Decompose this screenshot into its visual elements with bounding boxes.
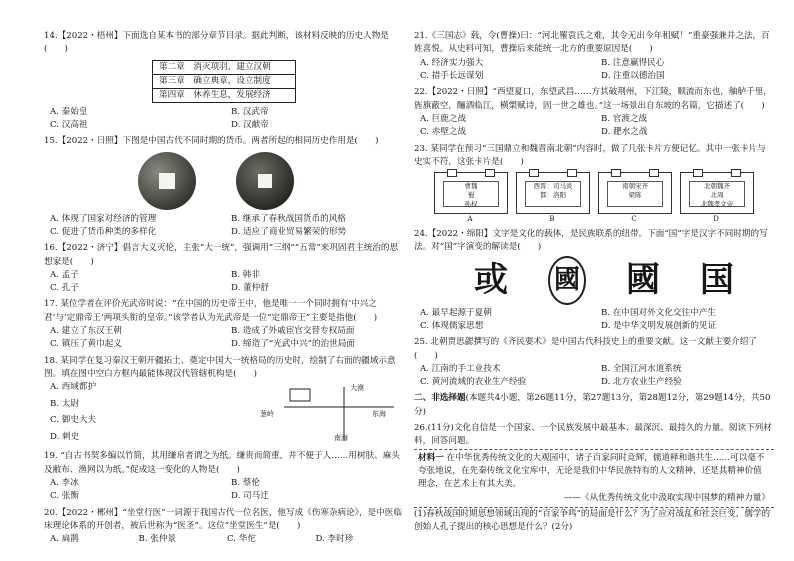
option-b[interactable]: B. 全国江河水道系统 xyxy=(601,363,682,374)
option-a[interactable]: A. 最早起源于夏朝 xyxy=(420,307,492,318)
option-d[interactable]: D. 适应了商业贸易繁荣的形势 xyxy=(231,226,347,237)
option-c[interactable]: C. 赤壁之战 xyxy=(420,127,467,138)
question-stem: 20.【2022・郴州】“坐堂行医”一词源于我国古代一位名医，他写成《伤寒杂病论》，是中医临床理论体系的开创者，被后世称为“医圣”。这位“坐堂医生”是( ) xyxy=(44,507,402,531)
card-line: 都：洛阳 xyxy=(540,191,566,200)
question-16 xyxy=(44,242,404,295)
question-stem: 21.《三国志》载，令(曹操)曰：“河北罹袁氏之难，其令无出今年租赋！”重豪强兼并之法，百姓喜悦。从史料可知，曹操后来能统一北方的重要原因是( ) xyxy=(414,31,770,55)
question-23 xyxy=(414,143,774,225)
option-a[interactable]: A. 经济实力强大 xyxy=(420,57,484,68)
card-line: 曹魏 xyxy=(464,182,478,191)
option-d[interactable]: D. 刺史 xyxy=(50,431,80,442)
question-stem: 22.【2022・日照】“西望夏口，东望武昌……方其破荆州，下江陵，顺流而东也，舳舻千里，旌旗蔽空，酾酒临江，横槊赋诗，固一世之雄也。”这一场景出自东坡的名篇，它描述了( ) xyxy=(414,87,772,111)
options xyxy=(44,325,404,352)
card-line: 西晋：司马炎 xyxy=(533,182,573,191)
option-d[interactable]: D. 董仲舒 xyxy=(231,283,269,294)
option-b[interactable]: B. 造成了外戚宦官交替专权局面 xyxy=(231,326,355,337)
option-a[interactable]: A. 西域都护 xyxy=(50,382,97,393)
option-d[interactable]: D. 缔造了“光武中兴”的治世局面 xyxy=(231,339,355,350)
right-column xyxy=(414,30,774,538)
sub-question-1: (1)春秋战国时期思想领域出现的“百家争鸣”的局面是什么？为了应对战乱和社会巨变，儒学的创始人孔子提出的核心思想是什么？(2分) xyxy=(414,508,771,533)
question-17 xyxy=(44,298,404,351)
card-line: 南朝宋齐 xyxy=(622,182,648,191)
option-a[interactable]: A. 孟子 xyxy=(50,269,79,280)
option-d[interactable]: D. 淝水之战 xyxy=(601,127,648,138)
territory-diagram xyxy=(254,383,404,445)
option-c[interactable]: C. 御史大夫 xyxy=(50,415,97,426)
question-18 xyxy=(44,355,404,448)
option-d[interactable]: D. 司马迁 xyxy=(231,491,269,502)
option-d[interactable]: D. 北方农业生产经验 xyxy=(601,377,682,388)
left-column xyxy=(44,30,404,550)
card-option-d[interactable] xyxy=(680,172,754,225)
option-a[interactable]: A. 秦始皇 xyxy=(50,106,88,117)
question-stem: 26.(11分)文化自信是一个国家、一个民族发展中最基本、最深沉、最持久的力量。阅读下列材料，回答问题。 xyxy=(414,423,772,447)
options xyxy=(44,213,404,240)
wu-zhu-coin-image xyxy=(236,152,294,210)
guo-character-forms xyxy=(454,255,754,307)
options xyxy=(414,57,774,84)
question-stem: 25. 北朝贾思勰撰写的《齐民要术》是中国古代科技史上的重要文献。这一文献主要介绍了( ) xyxy=(414,337,757,361)
option-b[interactable]: B. 注意赢得民心 xyxy=(601,57,665,68)
option-d[interactable]: D. 李时珍 xyxy=(315,534,354,545)
question-stem: 17. 某位学者在评价光武帝时说：“在中国的历史帝王中，他是唯一一个同时拥有‘中兴之君’与‘定鼎帝王’两项头衔的皇帝。”该学者认为光武帝是一位“定鼎帝王”主要是指他( ) xyxy=(44,299,378,323)
option-a[interactable]: A. 建立了东汉王朝 xyxy=(50,326,122,337)
section-title: 二、非选择题 xyxy=(414,393,466,404)
ban-liang-coin-image xyxy=(138,152,196,210)
label-north: 大漠 xyxy=(350,384,364,393)
option-c[interactable]: C. 张衡 xyxy=(50,491,79,502)
option-c[interactable]: C. 体现儒家思想 xyxy=(420,320,484,331)
option-a[interactable]: A. 江南的手工业技术 xyxy=(420,363,501,374)
option-b[interactable]: B. 继承了春秋战国货币的风格 xyxy=(231,213,346,224)
question-stem: 24.【2022・绵阳】文字是文化的载体，是民族联系的纽带。下面“国”字是汉字不同时期的写法。对“国”字演变的解读是( ) xyxy=(414,228,768,253)
question-14 xyxy=(44,30,404,132)
material-text: 在中华优秀传统文化的大观园中，诸子百家同时竞辉，儒道释和谐共生……可以毫不夸张地说，在先秦传统文化宝库中，无论是我们中华民族特有的人文精神，还是其精神价值理念，在艺术上有其大美。 xyxy=(418,452,765,490)
card-label: D xyxy=(713,215,719,224)
option-b[interactable]: B. 汉武帝 xyxy=(231,106,269,117)
toc-row: 第三章 确立典章，设立制度 xyxy=(153,75,295,89)
options xyxy=(44,533,404,546)
glyph-seal-form: 國 xyxy=(548,256,586,304)
option-c[interactable]: C. 措手长远谋划 xyxy=(420,70,484,81)
material-source: ——《从优秀传统文化中汲取实现中国梦的精神力量》 xyxy=(563,492,770,503)
label-west: 葱岭 xyxy=(260,410,274,419)
option-c[interactable]: C. 孔子 xyxy=(50,283,79,294)
option-a[interactable]: A. 巨鹿之战 xyxy=(420,113,467,124)
option-d[interactable]: D. 汉献帝 xyxy=(231,119,269,130)
question-stem: 14.【2022・梧州】下面选自某本书的部分章节目录。据此判断，该材料反映的历史人物是( ) xyxy=(44,31,389,55)
label-south: 南海 xyxy=(334,434,348,443)
question-stem: 16.【2022・济宁】倡言大义灭伦，主张“大一统”，强调用“三纲”“五常”来巩固君主统治的思想家是( ) xyxy=(44,243,399,267)
option-b[interactable]: B. 官渡之战 xyxy=(601,113,648,124)
study-cards xyxy=(434,172,774,225)
question-stem: 15.【2022・日照】下图是中国古代不同时期的货币。两者所起的相同历史作用是( ) xyxy=(44,136,379,147)
card-line: 梁陈 xyxy=(628,191,642,200)
glyph-simplified-form: 国 xyxy=(699,260,734,301)
card-line: 孙权 xyxy=(464,200,478,209)
option-c[interactable]: C. 镇压了黄巾起义 xyxy=(50,339,122,350)
question-19 xyxy=(44,450,404,503)
option-c[interactable]: C. 华佗 xyxy=(227,534,256,545)
card-option-c[interactable] xyxy=(598,172,672,225)
toc-row: 第二章 消灭项羽，建立汉朝 xyxy=(153,61,295,75)
table-of-contents xyxy=(152,60,296,103)
option-b[interactable]: B. 韩非 xyxy=(231,269,260,280)
option-b[interactable]: B. 蔡伦 xyxy=(231,477,260,488)
question-stem: 18. 某同学在复习秦汉王朝开疆拓土、奠定中国大一统格局的历史时，绘制了右面的疆域示意图。填在图中空白方框内最能体现汉代管辖机构是( ) xyxy=(44,355,396,379)
material-tag: 材料一 xyxy=(418,452,444,463)
card-line: 北朝魏齐 xyxy=(704,182,730,191)
card-label: C xyxy=(631,215,637,224)
options xyxy=(414,363,774,390)
label-east: 东海 xyxy=(372,410,386,419)
option-a[interactable]: A. 李冰 xyxy=(50,477,79,488)
question-25 xyxy=(414,336,774,389)
toc-row: 第四章 休养生息，发展经济 xyxy=(159,89,271,100)
options xyxy=(414,307,774,334)
question-15 xyxy=(44,135,404,239)
option-b[interactable]: B. 张仲景 xyxy=(138,534,177,545)
question-24 xyxy=(414,228,774,333)
section-description: (本题共4小题，第26题11分，第27题13分，第28题12分，第29题14分，共50分) xyxy=(414,393,771,417)
card-label: B xyxy=(549,215,555,224)
card-label: A xyxy=(467,215,473,224)
option-d[interactable]: D. 是中华文明发展创新的见证 xyxy=(601,320,717,331)
option-c[interactable]: C. 促进了货币种类的多样化 xyxy=(50,226,157,237)
question-26 xyxy=(414,422,774,535)
question-stem: 19. “自古书契多编以竹简，其用缣帛者谓之为纸。缣贵而简重，并不便于人……用树肤、麻头及敝布、渔网以为纸。”促成这一变化的人物是( ) xyxy=(44,451,400,475)
card-option-a[interactable] xyxy=(434,172,508,225)
card-line: 北魏孝文帝 xyxy=(700,200,734,209)
option-b[interactable]: B. 在中国对外文化交往中产生 xyxy=(601,307,716,318)
options xyxy=(414,113,774,140)
options xyxy=(44,269,404,296)
question-22 xyxy=(414,86,774,139)
card-option-b[interactable] xyxy=(516,172,590,225)
option-a[interactable]: A. 体现了国家对经济的管理 xyxy=(50,213,157,224)
question-20 xyxy=(44,507,404,547)
question-21 xyxy=(414,30,774,83)
glyph-bronze-form: 或 xyxy=(473,260,508,301)
material-box xyxy=(414,449,774,508)
option-c[interactable]: C. 汉高祖 xyxy=(50,119,88,130)
option-b[interactable]: B. 太尉 xyxy=(50,398,79,409)
option-c[interactable]: C. 黄河流域的农业生产经验 xyxy=(420,377,527,388)
card-line: 北周 xyxy=(710,191,724,200)
options xyxy=(44,381,254,447)
blank-box xyxy=(290,389,310,401)
section-non-choice xyxy=(414,392,774,419)
card-line: 蜀 xyxy=(467,191,475,200)
option-d[interactable]: D. 注重以德治国 xyxy=(601,70,665,81)
options xyxy=(44,477,404,504)
glyph-traditional-form: 國 xyxy=(625,260,660,301)
coin-images xyxy=(138,152,404,210)
options xyxy=(44,106,404,133)
option-a[interactable]: A. 扁鹊 xyxy=(50,534,79,545)
question-stem: 23. 某同学在预习“三国鼎立和魏晋南北朝”内容时，做了几张卡片方便记忆。其中一张卡片与史实不符，这张卡片是( ) xyxy=(414,143,766,167)
